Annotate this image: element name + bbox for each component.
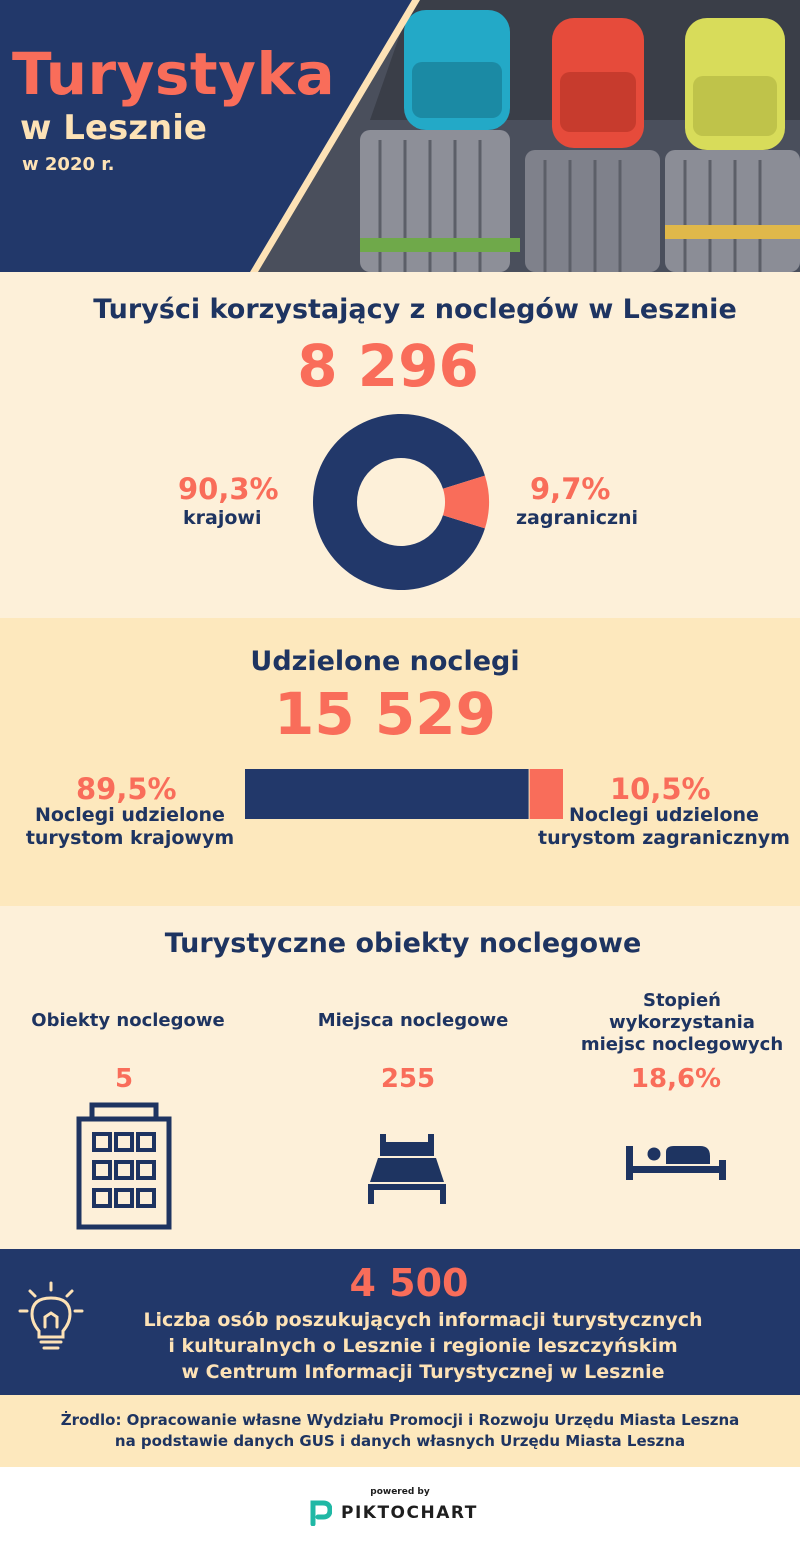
bar-label-foreign-line2: turystom zagranicznym [538, 827, 790, 849]
places-value: 255 [380, 1064, 436, 1094]
sleeping-person-icon [626, 1142, 726, 1182]
donut-label-domestic-pct: 90,3% [178, 472, 279, 506]
tourists-title: Turyści korzystający z noclegów w Lesznie [93, 294, 737, 325]
nights-section [0, 618, 800, 906]
info-description [0, 1307, 800, 1385]
hotel-building-icon [76, 1102, 172, 1230]
info-description-line1: Liczba osób poszukujących informacji turystycznych [143, 1309, 703, 1331]
donut-label-foreign-pct: 9,7% [530, 472, 611, 506]
header-banner [0, 0, 800, 272]
header-year: w 2020 r. [22, 154, 115, 175]
bar-label-foreign-pct: 10,5% [610, 772, 711, 806]
footer [0, 1467, 800, 1547]
bar-label-domestic-line1: Noclegi udzielone [35, 804, 225, 826]
objects-label: Obiekty noclegowe [31, 1010, 225, 1031]
tourists-total: 8 296 [297, 332, 479, 400]
powered-by-text: powered by [370, 1487, 430, 1497]
header-subtitle: w Lesznie [20, 108, 207, 148]
usage-label-line3: miejsc noclegowych [580, 1034, 784, 1055]
usage-label-line1: Stopień [642, 990, 721, 1011]
bed-icon [368, 1134, 446, 1206]
usage-value: 18,6% [630, 1064, 722, 1094]
header-title: Turystyka [12, 40, 336, 108]
info-number: 4 500 [349, 1261, 469, 1305]
source-text [0, 1410, 800, 1452]
bar-label-domestic-pct: 89,5% [76, 772, 177, 806]
info-description-line2: i kulturalnych o Lesznie i regionie leszczyńskim [168, 1335, 678, 1357]
usage-label-line2: wykorzystania [609, 1012, 755, 1033]
nights-stacked-bar [245, 769, 563, 819]
bar-label-domestic-line2: turystom krajowym [25, 827, 235, 849]
donut-label-foreign: zagraniczni [516, 507, 639, 529]
facilities-section [0, 906, 800, 1249]
donut-label-domestic: krajowi [183, 507, 262, 529]
source-line1: Żrodlo: Opracowanie własne Wydziału Promocji i Rozwoju Urzędu Miasta Leszna [60, 1411, 740, 1429]
places-label: Miejsca noclegowe [317, 1010, 509, 1031]
source-section [0, 1395, 800, 1467]
nights-title: Udzielone noclegi [250, 646, 520, 677]
bar-label-domestic [15, 804, 245, 850]
usage-label [566, 990, 798, 1056]
tourists-donut-chart [306, 412, 496, 592]
objects-value: 5 [114, 1064, 134, 1094]
info-section [0, 1249, 800, 1395]
bar-label-foreign [530, 804, 798, 850]
piktochart-logo-icon[interactable] [310, 1500, 332, 1526]
nights-total: 15 529 [274, 680, 496, 748]
bar-segment-domestic [245, 769, 529, 819]
bar-label-foreign-line1: Noclegi udzielone [569, 804, 759, 826]
info-description-line3: w Centrum Informacji Turystycznej w Lesznie [181, 1361, 665, 1383]
facilities-title: Turystyczne obiekty noclegowe [164, 928, 642, 959]
piktochart-brand[interactable]: PIKTOCHART [341, 1503, 478, 1523]
tourists-section [0, 272, 800, 618]
source-line2: na podstawie danych GUS i danych własnych Urzędu Miasta Leszna [114, 1432, 686, 1450]
